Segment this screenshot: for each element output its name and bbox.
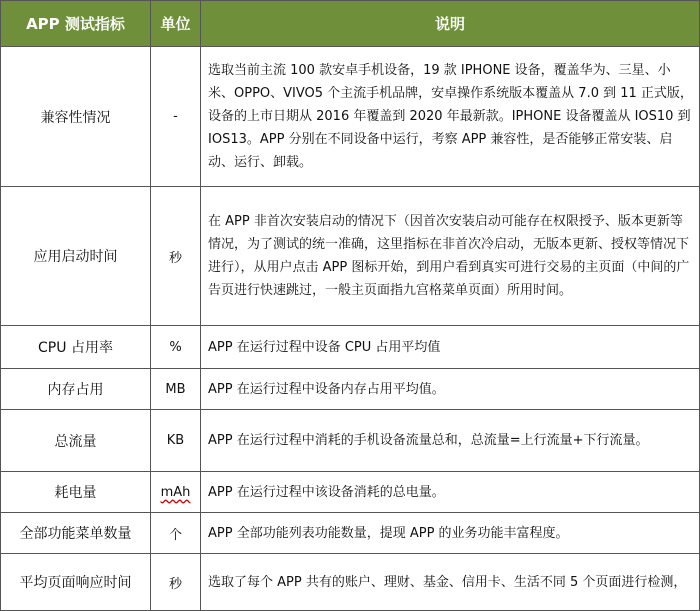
metric-name: 内存占用	[1, 369, 151, 410]
metric-unit: 个	[151, 513, 201, 554]
metric-unit	[151, 472, 201, 513]
metric-name: CPU 占用率	[1, 326, 151, 369]
metric-unit: %	[151, 326, 201, 369]
metric-description: APP 全部功能列表功能数量，提现 APP 的业务功能丰富程度。	[201, 513, 700, 554]
table-row	[1, 47, 700, 187]
header-metric: APP 测试指标	[1, 1, 151, 47]
metric-name: 应用启动时间	[1, 187, 151, 326]
metric-name: 总流量	[1, 410, 151, 472]
metric-description: APP 在运行过程中消耗的手机设备流量总和，总流量=上行流量+下行流量。	[201, 410, 700, 472]
header-unit: 单位	[151, 1, 201, 47]
table-row	[1, 472, 700, 513]
header-description: 说明	[201, 1, 700, 47]
metric-description: 在 APP 非首次安装启动的情况下（因首次安装启动可能存在权限授予、版本更新等情况，为了测试的统一准确，这里指标在非首次冷启动，无版本更新、授权等情况下进行），从用户点击 APP 图标开始，到用户看到真实可进行交易的主页面（中间的广告页进行快速跳过，一般主页面指九宫格菜单页面）所用时间。	[201, 187, 700, 326]
table-row	[1, 513, 700, 554]
metric-unit: 秒	[151, 187, 201, 326]
metric-description: APP 在运行过程中该设备消耗的总电量。	[201, 472, 700, 513]
metric-unit: -	[151, 47, 201, 187]
metric-description: 选取当前主流 100 款安卓手机设备，19 款 IPHONE 设备，覆盖华为、三星、小米、OPPO、VIVO5 个主流手机品牌，安卓操作系统版本覆盖从 7.0 到 11 正式版，设备的上市日期从 2016 年覆盖到 2020 年最新款。IPHONE 设备覆盖从 IOS10 到 IOS13。APP 分别在不同设备中运行，考察 APP 兼容性，是否能够正常安装、启动、运行、卸载。	[201, 47, 700, 187]
metric-unit-value: mAh	[160, 484, 191, 500]
metric-description: APP 在运行过程中设备 CPU 占用平均值	[201, 326, 700, 369]
metric-unit: MB	[151, 369, 201, 410]
metric-description: 选取了每个 APP 共有的账户、理财、基金、信用卡、生活不同 5 个页面进行检测，	[201, 554, 700, 611]
table-row	[1, 187, 700, 326]
metric-name: 全部功能菜单数量	[1, 513, 151, 554]
metric-description: APP 在运行过程中设备内存占用平均值。	[201, 369, 700, 410]
table-row	[1, 326, 700, 369]
metric-unit: 秒	[151, 554, 201, 611]
table-row	[1, 410, 700, 472]
table-header-row	[1, 1, 700, 47]
table-row	[1, 554, 700, 611]
metric-unit: KB	[151, 410, 201, 472]
metric-name: 耗电量	[1, 472, 151, 513]
table-row	[1, 369, 700, 410]
metric-name: 兼容性情况	[1, 47, 151, 187]
metric-name: 平均页面响应时间	[1, 554, 151, 611]
